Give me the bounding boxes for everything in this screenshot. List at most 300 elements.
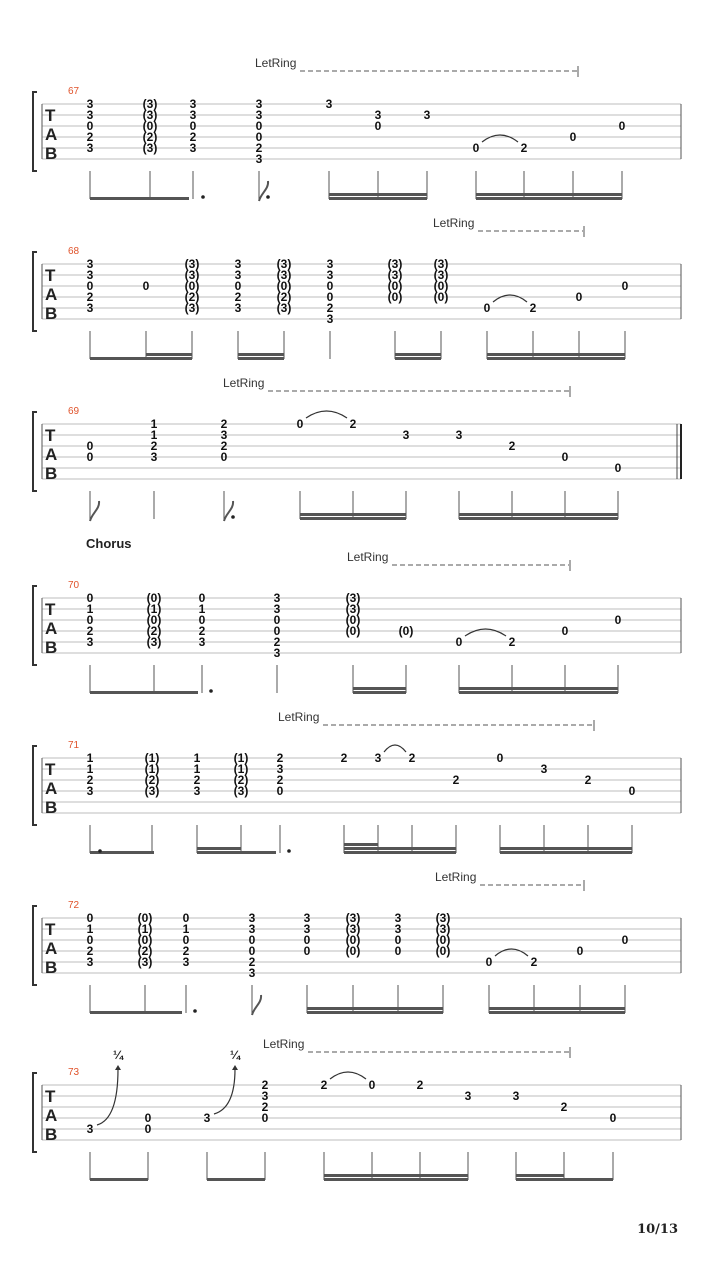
fret-number: 2 [520,141,528,155]
fret-number: 3 [189,108,197,122]
fret-number: 2 [234,290,242,304]
fret-number: 3 [86,955,94,969]
fret-number: 3 [455,428,463,442]
note-beam [516,1174,564,1177]
fret-number: 3 [86,257,94,271]
tie-arc [495,949,528,956]
fret-number: 0 [182,933,190,947]
fret-number: 0 [296,417,304,431]
fret-number: 0 [248,933,256,947]
fret-number: 1 [150,428,158,442]
fret-number: 3 [326,312,334,326]
fret-number: 3 [273,602,281,616]
fret-number: (0) [137,933,153,947]
note-beam [487,353,625,356]
fret-number: 0 [614,613,622,627]
fret-number: (2) [276,290,292,304]
fret-number: 3 [255,108,263,122]
section-label: Chorus [86,536,132,551]
note-beam [487,357,625,360]
fret-number: 1 [86,751,94,765]
fret-number: (3) [142,108,158,122]
fret-number: 3 [303,922,311,936]
fret-number: 3 [86,108,94,122]
note-beam [146,357,192,360]
tab-clef-letter: A [45,1106,58,1125]
fret-number: (1) [233,751,249,765]
note-beam [459,517,618,520]
fret-number: (0) [345,613,361,627]
fret-number: (0) [142,119,158,133]
tab-system-68 [33,216,681,360]
tie-arc [384,745,406,752]
fret-number: (0) [345,944,361,958]
fret-number: 0 [326,290,334,304]
fret-number: 0 [86,613,94,627]
fret-number: 2 [340,751,348,765]
fret-number: 2 [86,773,94,787]
fret-number: (3) [184,301,200,315]
fret-number: (3) [276,257,292,271]
fret-number: 2 [86,624,94,638]
fret-number: (0) [433,290,449,304]
tab-system-69 [33,376,681,521]
fret-number: (3) [435,911,451,925]
fret-number: 3 [220,428,228,442]
fret-number: 3 [234,301,242,315]
fret-number: (3) [233,784,249,798]
fret-number: (0) [433,279,449,293]
tab-clef-letter: A [45,285,58,304]
fret-number: (0) [345,624,361,638]
fret-number: (3) [433,257,449,271]
page-number: 10/13 [637,1222,678,1237]
note-beam [90,197,189,200]
fret-number: (2) [144,773,160,787]
note-beam [476,193,622,196]
fret-number: (0) [387,279,403,293]
tab-clef-letter: B [45,1125,58,1144]
fret-number: (3) [276,301,292,315]
tab-system-72 [33,870,681,1015]
fret-number: (0) [435,933,451,947]
rhythm-dot [201,195,205,199]
note-beam [459,513,618,516]
fret-number: (3) [345,591,361,605]
fret-number: (3) [137,955,153,969]
fret-number: (0) [137,911,153,925]
note-beam [324,1174,468,1177]
tie-arc [465,629,506,636]
note-beam [489,1011,625,1014]
note-beam [307,1007,443,1010]
let-ring-label: LetRing [223,376,265,390]
fret-number: 3 [234,268,242,282]
fret-number: 0 [86,450,94,464]
tab-clef-letter: A [45,939,58,958]
fret-number: 3 [326,268,334,282]
fret-number: 2 [198,624,206,638]
fret-number: 0 [455,635,463,649]
note-beam [324,1178,468,1181]
fret-number: (3) [184,257,200,271]
fret-number: (3) [435,922,451,936]
note-beam [353,691,406,694]
fret-number: 3 [394,911,402,925]
tab-clef-letter: B [45,464,58,483]
fret-number: 3 [464,1089,472,1103]
fret-number: 0 [496,751,504,765]
fret-number: 3 [189,97,197,111]
fret-number: (0) [184,279,200,293]
note-beam [516,1178,613,1181]
tab-clef-letter: T [45,266,56,285]
fret-number: 2 [584,773,592,787]
fret-number: (0) [387,290,403,304]
fret-number: (3) [387,268,403,282]
fret-number: 3 [402,428,410,442]
fret-number: 1 [86,922,94,936]
fret-number: 2 [261,1100,269,1114]
tab-clef-letter: A [45,125,58,144]
rhythm-dot [193,1009,197,1013]
fret-number: 0 [276,784,284,798]
system-brace [33,412,37,491]
fret-number: 2 [530,955,538,969]
measure-number: 71 [68,740,80,751]
measure-number: 68 [68,246,80,257]
fret-number: (0) [276,279,292,293]
tie-arc [493,295,527,302]
measure-number: 69 [68,406,80,417]
fret-number: 2 [193,773,201,787]
tab-clef-letter: B [45,304,58,323]
fret-number: 3 [423,108,431,122]
fret-number: 0 [609,1111,617,1125]
fret-number: 0 [368,1078,376,1092]
fret-number: 3 [394,922,402,936]
fret-number: 2 [326,301,334,315]
note-beam [344,843,378,846]
fret-number: 3 [189,141,197,155]
tie-arc [330,1072,366,1079]
let-ring-label: LetRing [347,550,389,564]
rhythm-dot [266,195,270,199]
fret-number: 2 [248,955,256,969]
fret-number: 3 [86,784,94,798]
bend-arrow [97,1069,118,1125]
fret-number: (1) [233,762,249,776]
tab-clef-letter: A [45,779,58,798]
fret-number: 3 [255,97,263,111]
let-ring-label: LetRing [255,56,297,70]
fret-number: 0 [144,1122,152,1136]
tab-clef-letter: B [45,798,58,817]
fret-number: (1) [137,922,153,936]
fret-number: 0 [86,911,94,925]
fret-number: 3 [273,646,281,660]
fret-number: 3 [512,1089,520,1103]
note-beam [197,847,241,850]
let-ring-label: LetRing [263,1037,305,1051]
fret-number: (3) [345,911,361,925]
fret-number: 3 [374,751,382,765]
bend-amount: ¼ [229,1048,241,1062]
fret-number: (3) [146,635,162,649]
note-beam [353,687,406,690]
fret-number: (2) [146,624,162,638]
fret-number: 3 [182,955,190,969]
bend-arrow-head [115,1065,121,1070]
bend-arrow-head [232,1065,238,1070]
fret-number: 0 [614,461,622,475]
note-beam [197,851,241,854]
rhythm-dot [209,689,213,693]
note-beam [344,851,378,854]
tab-clef-letter: T [45,426,56,445]
rhythm-dot [231,515,235,519]
fret-number: 3 [86,141,94,155]
note-beam [146,353,192,356]
fret-number: 0 [234,279,242,293]
fret-number: 3 [261,1089,269,1103]
tab-clef-letter: B [45,958,58,977]
fret-number: 1 [86,602,94,616]
tab-system-73 [33,1037,681,1181]
note-beam [90,1178,148,1181]
system-brace [33,1073,37,1152]
tab-clef-letter: B [45,144,58,163]
fret-number: (0) [345,933,361,947]
tab-system-71 [33,710,681,854]
tab-clef-letter: T [45,760,56,779]
note-beam [90,691,198,694]
fret-number: 2 [255,141,263,155]
note-beam [500,847,632,850]
tab-clef-letter: A [45,619,58,638]
fret-number: 0 [198,613,206,627]
fret-number: 0 [485,955,493,969]
tab-clef-letter: A [45,445,58,464]
system-brace [33,252,37,331]
fret-number: 0 [576,944,584,958]
tie-arc [306,411,347,418]
measure-number: 70 [68,580,80,591]
fret-number: 0 [273,613,281,627]
measure-number: 72 [68,900,80,911]
note-beam [329,193,427,196]
note-beam [238,353,284,356]
fret-number: (3) [184,268,200,282]
system-brace [33,586,37,665]
fret-number: 3 [86,301,94,315]
fret-number: 3 [86,635,94,649]
fret-number: 2 [86,290,94,304]
fret-number: 3 [303,911,311,925]
fret-number: 2 [349,417,357,431]
fret-number: 3 [374,108,382,122]
fret-number: 2 [86,944,94,958]
fret-number: 1 [198,602,206,616]
fret-number: 3 [276,762,284,776]
note-beam [344,847,378,850]
fret-number: 0 [374,119,382,133]
fret-number: 0 [628,784,636,798]
fret-number: (3) [433,268,449,282]
note-beam [489,1007,625,1010]
fret-number: 0 [621,279,629,293]
fret-number: 0 [561,450,569,464]
tab-system-67 [33,56,681,201]
fret-number: 3 [325,97,333,111]
fret-number: 2 [182,944,190,958]
fret-number: 3 [255,152,263,166]
fret-number: 0 [303,944,311,958]
fret-number: (0) [146,591,162,605]
fret-number: 1 [193,762,201,776]
fret-number: (0) [398,624,414,638]
fret-number: 2 [150,439,158,453]
fret-number: 2 [86,130,94,144]
fret-number: 0 [303,933,311,947]
fret-number: 0 [142,279,150,293]
fret-number: (3) [345,602,361,616]
note-beam [300,517,406,520]
fret-number: (3) [276,268,292,282]
fret-number: 3 [86,268,94,282]
fret-number: 3 [273,591,281,605]
fret-number: 0 [86,933,94,947]
fret-number: 0 [472,141,480,155]
fret-number: (1) [146,602,162,616]
fret-number: 3 [203,1111,211,1125]
note-beam [476,197,622,200]
let-ring-label: LetRing [435,870,477,884]
fret-number: 0 [575,290,583,304]
note-flag [90,501,99,521]
fret-number: (1) [144,751,160,765]
note-beam [90,1011,182,1014]
fret-number: 3 [248,966,256,980]
note-beam [395,357,441,360]
tab-clef-letter: T [45,920,56,939]
note-beam [459,691,618,694]
fret-number: 0 [86,279,94,293]
measure-number: 67 [68,86,80,97]
fret-number: (3) [144,784,160,798]
tab-clef-letter: B [45,638,58,657]
fret-number: 0 [220,450,228,464]
fret-number: 0 [483,301,491,315]
fret-number: 2 [508,635,516,649]
fret-number: 0 [86,119,94,133]
fret-number: 0 [255,119,263,133]
fret-number: 0 [189,119,197,133]
fret-number: 3 [234,257,242,271]
fret-number: (3) [345,922,361,936]
fret-number: (0) [435,944,451,958]
fret-number: 2 [560,1100,568,1114]
fret-number: (2) [233,773,249,787]
fret-number: 0 [621,933,629,947]
fret-number: 0 [86,591,94,605]
tab-clef-letter: T [45,1087,56,1106]
let-ring-label: LetRing [278,710,320,724]
fret-number: 3 [540,762,548,776]
tie-arc [482,135,518,142]
rhythm-dot [287,849,291,853]
fret-number: 3 [150,450,158,464]
note-beam [395,353,441,356]
system-brace [33,746,37,825]
fret-number: 3 [248,911,256,925]
fret-number: 2 [261,1078,269,1092]
bend-amount: ¼ [112,1048,124,1062]
tab-system-70 [33,536,681,694]
fret-number: 3 [326,257,334,271]
fret-number: 2 [220,417,228,431]
note-beam [300,513,406,516]
fret-number: 0 [182,911,190,925]
note-flag [252,995,261,1015]
note-beam [238,357,284,360]
note-beam [459,687,618,690]
system-brace [33,92,37,171]
fret-number: 0 [618,119,626,133]
fret-number: (2) [142,130,158,144]
fret-number: 0 [569,130,577,144]
fret-number: 2 [452,773,460,787]
fret-number: 0 [248,944,256,958]
tab-clef-letter: T [45,600,56,619]
fret-number: (3) [142,97,158,111]
fret-number: 2 [276,773,284,787]
fret-number: (0) [146,613,162,627]
fret-number: 0 [198,591,206,605]
fret-number: 1 [150,417,158,431]
fret-number: 3 [198,635,206,649]
fret-number: 2 [529,301,537,315]
fret-number: (3) [387,257,403,271]
fret-number: (2) [184,290,200,304]
fret-number: 2 [408,751,416,765]
fret-number: 0 [561,624,569,638]
note-beam [307,1011,443,1014]
fret-number: 0 [255,130,263,144]
fret-number: 0 [86,439,94,453]
fret-number: 0 [394,944,402,958]
fret-number: 2 [220,439,228,453]
fret-number: 3 [86,97,94,111]
fret-number: 2 [508,439,516,453]
fret-number: (2) [137,944,153,958]
note-beam [207,1178,265,1181]
fret-number: 0 [144,1111,152,1125]
tab-clef-letter: T [45,106,56,125]
fret-number: 3 [86,1122,94,1136]
fret-number: 3 [248,922,256,936]
fret-number: (3) [142,141,158,155]
fret-number: 3 [193,784,201,798]
fret-number: (1) [144,762,160,776]
rhythm-dot [98,849,102,853]
fret-number: 0 [326,279,334,293]
fret-number: 1 [86,762,94,776]
fret-number: 2 [276,751,284,765]
fret-number: 2 [273,635,281,649]
measure-number: 73 [68,1067,80,1078]
let-ring-label: LetRing [433,216,475,230]
